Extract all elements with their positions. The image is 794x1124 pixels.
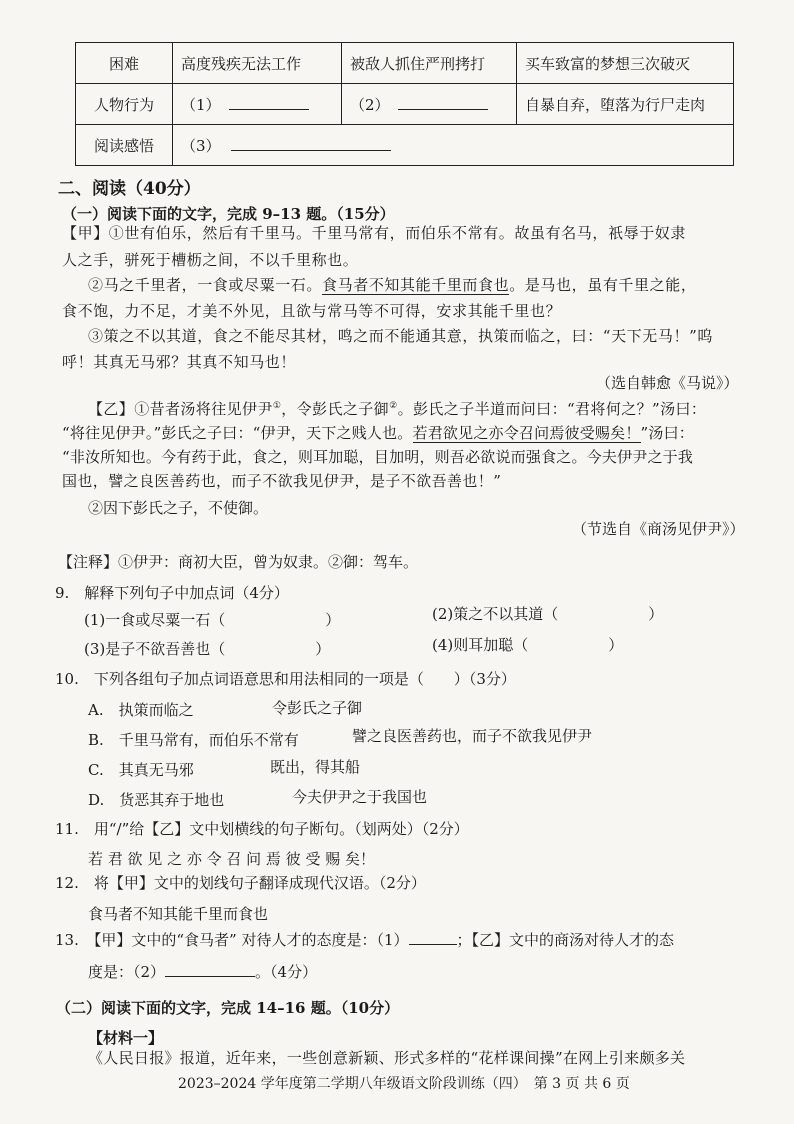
passage-line: “非汝所知也。今有药于此，食之，则耳加聪，目加明，则吾必欲说而强食之。今夫伊尹之于我: [62, 448, 694, 466]
question-13-line-1: 13. 【甲】文中的“食马者” 对待人才的态度是：（1） ；【乙】文中的商汤对待人才的态: [55, 931, 675, 949]
sentence-to-translate: 食马者不知其能千里而食也: [88, 905, 269, 923]
annotation-note: 【注释】①伊尹：商初大臣，曾为奴隶。②御：驾车。: [58, 553, 419, 571]
answer-blank[interactable]: [409, 944, 457, 945]
material-text: 《人民日报》报道，近年来，一些创意新颖、形式多样的“花样课间操”在网上引来颇多关: [88, 1049, 686, 1067]
source-citation: （节选自《商汤见伊尹》）: [572, 520, 745, 538]
question-9-stem: 9. 解释下列句子中加点词（4分）: [55, 584, 289, 602]
sentence-to-punctuate[interactable]: 若 君 欲 见 之 亦 令 召 问 焉 彼 受 赐 矣！: [88, 850, 375, 868]
option-b[interactable]: B. 千里马常有，而伯乐不常有: [88, 731, 299, 749]
passage-line: ②因下彭氏之子，不使御。: [88, 499, 269, 517]
answer-blank[interactable]: [231, 150, 391, 151]
passage-line: 呼！其真无马邪？其真不知马也！: [62, 353, 297, 371]
part-title: （一）阅读下面的文字，完成 9–13 题。（15分）: [62, 205, 395, 223]
passage-line: 人之手，骈死于槽枥之间，不以千里称也。: [62, 251, 359, 269]
q9-item-2: (2)策之不以其道（ ）: [432, 605, 664, 623]
passage-line: ③策之不以其道，食之不能尽其材，鸣之而不能通其意，执策而临之，曰：“天下无马！”呜: [88, 327, 713, 345]
passage-line: 【甲】①世有伯乐，然后有千里马。千里马常有，而伯乐不常有。故虽有名马，祇辱于奴隶: [62, 224, 687, 242]
question-11-stem: 11. 用“/”给【乙】文中划横线的句子断句。（划两处）（2分）: [55, 820, 469, 838]
answer-blank[interactable]: [165, 976, 255, 977]
passage-line: “将往见伊尹。”彭氏之子曰：“伊尹，天下之贱人也。若君欲见之亦令召问焉彼受赐矣！”汤曰：: [62, 424, 695, 442]
answer-blank[interactable]: [398, 109, 488, 110]
material-label: 【材料一】: [88, 1029, 164, 1047]
passage-line: ②马之千里者，一食或尽粟一石。食马者不知其能千里而食也。是马也，虽有千里之能，: [88, 276, 697, 294]
option-a[interactable]: A. 执策而临之: [88, 701, 194, 719]
table-row-label: 阅读感悟: [76, 125, 173, 166]
answer-blank[interactable]: [229, 109, 309, 110]
part-title: （二）阅读下面的文字，完成 14–16 题。（10分）: [56, 999, 400, 1017]
question-10-stem: 10. 下列各组句子加点词语意思和用法相同的一项是（ ）（3分）: [55, 670, 516, 688]
option-d-pair: 今夫伊尹之于我国也: [292, 788, 428, 806]
page-footer: 2023–2024 学年度第二学期八年级语文阶段训练（四） 第 3 页 共 6 页: [178, 1076, 630, 1092]
underlined-sentence: 食马者不知其能千里而食也: [322, 276, 510, 294]
source-citation: （选自韩愈《马说》）: [596, 374, 739, 392]
answer-cell-2[interactable]: （2）: [342, 84, 517, 125]
underlined-sentence: 若君欲见之亦令召问焉彼受赐矣！: [412, 424, 641, 442]
table-cell: 被敌人抓住严刑拷打: [342, 43, 517, 84]
answer-cell-1[interactable]: （1）: [173, 84, 342, 125]
answer-cell-3[interactable]: （3）: [173, 125, 734, 166]
passage-line: 食不饱，力不足，才美不外见，且欲与常马等不可得，安求其能千里也？: [62, 302, 562, 320]
table-cell: 自暴自弃，堕落为行尸走肉: [517, 84, 734, 125]
option-c[interactable]: C. 其真无马邪: [88, 761, 194, 779]
q9-item-1: (1)一食或尽粟一石（ ）: [84, 611, 341, 629]
table-cell: 高度残疾无法工作: [173, 43, 342, 84]
q9-item-3: (3)是子不欲吾善也（ ）: [84, 640, 331, 658]
option-c-pair: 既出，得其船: [270, 758, 361, 776]
passage-line: 国也，譬之良医善药也，而子不欲我见伊尹，是子不欲吾善也！”: [62, 472, 502, 490]
option-d[interactable]: D. 货恶其弃于地也: [88, 791, 225, 809]
question-12-stem: 12. 将【甲】文中的划线句子翻译成现代汉语。（2分）: [55, 874, 426, 892]
passage-line: 【乙】①昔者汤将往见伊尹①，令彭氏之子御②。彭氏之子半道而问曰：“君将何之？”汤曰：: [88, 400, 707, 418]
option-b-pair: 譬之良医善药也，而子不欲我见伊尹: [352, 727, 593, 745]
table-cell: 买车致富的梦想三次破灭: [517, 43, 734, 84]
reading-table: [75, 42, 734, 166]
section-title: 二、阅读（40分）: [58, 179, 201, 199]
table-row-label: 人物行为: [76, 84, 173, 125]
question-13-line-2: 度是：（2） 。（4分）: [88, 963, 318, 981]
table-row-label: 困难: [76, 43, 173, 84]
q9-item-4: (4)则耳加聪（ ）: [432, 636, 624, 654]
option-a-pair: 令彭氏之子御: [272, 699, 363, 717]
